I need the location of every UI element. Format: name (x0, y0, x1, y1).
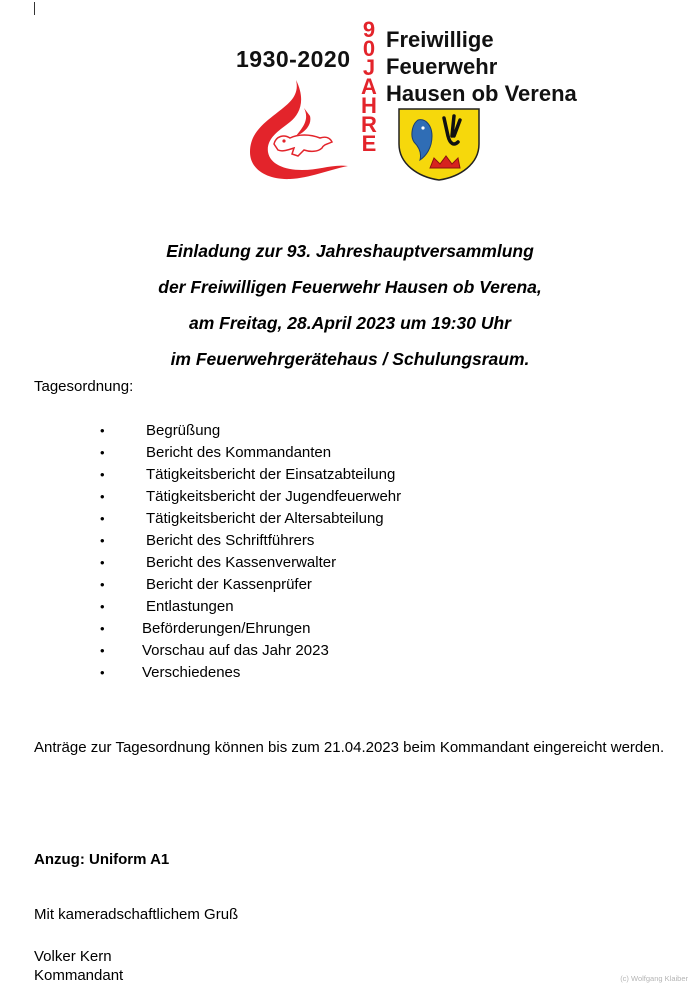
bullet-icon: • (100, 665, 105, 680)
signer-role: Kommandant (34, 967, 124, 984)
agenda-item-text: Bericht der Kassenprüfer (146, 576, 312, 593)
copyright-watermark: (c) Wolfgang Klaiber (620, 974, 688, 983)
signer-name: Volker Kern (34, 948, 112, 965)
invitation-line: Einladung zur 93. Jahreshauptversammlung (166, 241, 534, 261)
bullet-icon: • (100, 621, 105, 636)
invitation-line: am Freitag, 28.April 2023 um 19:30 Uhr (189, 313, 511, 333)
agenda-item-text: Bericht des Kommandanten (146, 444, 332, 461)
invitation-heading (0, 233, 700, 377)
agenda-item-text: Entlastungen (146, 598, 234, 615)
anniversary-digit: 0 (362, 36, 376, 61)
invitation-line: der Freiwilligen Feuerwehr Hausen ob Verena, (158, 277, 542, 297)
anniversary-digit: 9 (362, 17, 376, 42)
dress-code: Anzug: Uniform A1 (34, 851, 170, 868)
bullet-icon: • (100, 643, 105, 658)
bullet-icon: • (100, 467, 105, 482)
municipal-crest-icon (396, 106, 482, 182)
agenda-item-text: Tätigkeitsbericht der Einsatzabteilung (146, 466, 396, 483)
anniversary-letter: R (361, 112, 377, 137)
header-logo (230, 17, 650, 190)
anniversary-years: 1930-2020 (236, 46, 351, 72)
bullet-icon: • (100, 533, 105, 548)
bullet-icon: • (100, 489, 105, 504)
closing-greeting: Mit kameradschaftlichem Gruß (34, 906, 239, 923)
bullet-icon: • (100, 423, 105, 438)
agenda-item-text: Verschiedenes (142, 664, 241, 681)
bullet-icon: • (100, 511, 105, 526)
bullet-icon: • (100, 445, 105, 460)
bullet-icon: • (100, 599, 105, 614)
agenda-item-text: Begrüßung (146, 422, 221, 439)
organization-name-line: Freiwillige (386, 27, 494, 52)
agenda-item-text: Tätigkeitsbericht der Altersabteilung (146, 510, 384, 527)
agenda-item-text: Bericht des Schriftführers (146, 532, 315, 549)
agenda-item-text: Tätigkeitsbericht der Jugendfeuerwehr (146, 488, 402, 505)
organization-name-line: Feuerwehr (386, 54, 498, 79)
agenda-item-text: Vorschau auf das Jahr 2023 (142, 642, 329, 659)
bullet-icon: • (100, 577, 105, 592)
invitation-line: im Feuerwehrgerätehaus / Schulungsraum. (170, 349, 530, 369)
agenda-item-text: Beförderungen/Ehrungen (142, 620, 311, 637)
flame-lion-logo-icon (240, 78, 360, 183)
bullet-icon: • (100, 555, 105, 570)
organization-name-line: Hausen ob Verena (386, 81, 577, 106)
motions-notice: Anträge zur Tagesordnung können bis zum 21.04.2023 beim Kommandant eingereicht werden. (34, 739, 665, 756)
agenda-item-text: Bericht des Kassenverwalter (146, 554, 337, 571)
anniversary-letter: J (362, 55, 376, 80)
anniversary-letter: E (361, 131, 377, 156)
anniversary-letter: H (361, 93, 377, 118)
agenda-label: Tagesordnung: (34, 378, 134, 395)
organization-name (386, 26, 577, 107)
anniversary-letter: A (361, 74, 377, 99)
text-cursor (34, 2, 35, 15)
